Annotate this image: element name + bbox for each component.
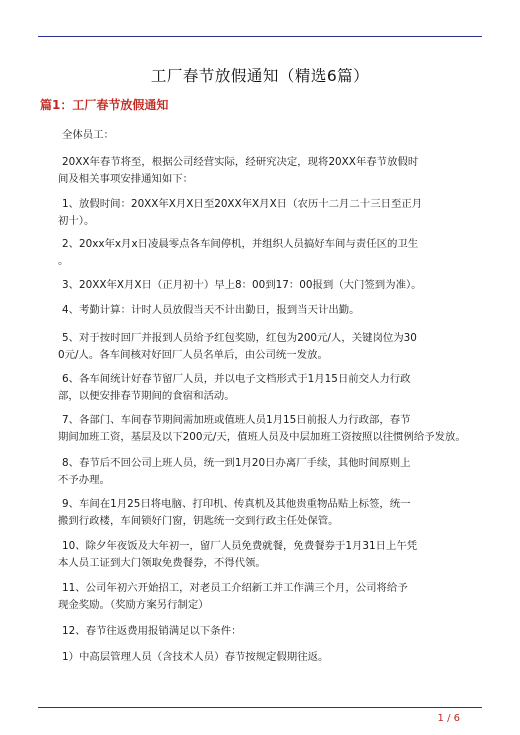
paragraph-line: 初十）。	[58, 215, 95, 227]
paragraph-line: 11、公司年初六开始招工，对老员工介绍新工并工作满三个月，公司将给予	[62, 582, 408, 594]
paragraph-line: 20XX年春节将至，根据公司经营实际，经研究决定，现将20XX年春节放假时	[62, 156, 419, 168]
paragraph	[58, 330, 480, 364]
paragraph-line: 6、各车间统计好春节留厂人员，并以电子文档形式于1月15日前交人力行政	[62, 373, 411, 385]
paragraph-line: 7、各部门、车间春节期间需加班或值班人员1月15日前报人力行政部，春节	[62, 414, 411, 426]
paragraph-line: 1、放假时间：20XX年X月X日至20XX年X月X日（农历十二月二十三日至正月	[62, 198, 423, 210]
paragraph	[58, 580, 480, 614]
greeting	[58, 127, 480, 144]
paragraph-line: 间及相关事项安排通知如下：	[58, 173, 194, 185]
document-title: 工厂春节放假通知（精选6篇）	[150, 67, 370, 85]
paragraph	[58, 302, 480, 319]
paragraph-line: 1）中高层管理人员（含技术人员）春节按规定假期往返。	[62, 651, 329, 663]
paragraph-line: 5、对于按时回厂并报到人员给予红包奖励，红包为200元/人，关键岗位为30	[62, 332, 417, 344]
paragraph-line: 部，以便安排春节期间的食宿和活动。	[58, 390, 235, 402]
paragraph	[58, 538, 480, 572]
paragraph	[58, 455, 480, 489]
paragraph-line: 10、除夕年夜饭及大年初一，留厂人员免费就餐，免费餐券于1月31日上午凭	[62, 540, 418, 552]
paragraph	[58, 412, 480, 446]
paragraph	[58, 277, 480, 294]
paragraph-line: 3、20XX年X月X日（正月初十）早上8：00到17：00报到（大门签到为准）。	[62, 279, 422, 291]
footer-rule	[38, 707, 482, 708]
paragraph-line: 12、春节往返费用报销满足以下条件：	[62, 625, 242, 637]
paragraph-line: 期间加班工资，基层及以下200元/天，值班人员及中层加班工资按照以往惯例给予发放。	[58, 431, 466, 443]
paragraph	[58, 623, 480, 640]
paragraph-line: 。	[58, 255, 69, 267]
paragraph	[58, 496, 480, 530]
paragraph	[58, 196, 480, 230]
section-heading: 篇1：工厂春节放假通知	[40, 98, 169, 112]
paragraph	[58, 236, 480, 270]
paragraph	[58, 371, 480, 405]
header-rule	[38, 36, 482, 37]
paragraph-line: 现金奖励。（奖励方案另行制定）	[58, 599, 209, 611]
greeting-text: 全体员工：	[62, 129, 114, 141]
paragraph-line: 本人员工证到大门领取免费餐券，不得代领。	[58, 557, 266, 569]
paragraph	[58, 154, 480, 188]
paragraph-line: 0元/人。各车间核对好回厂人员名单后，由公司统一发放。	[58, 349, 328, 361]
paragraph-line: 8、春节后不回公司上班人员，统一到1月20日办离厂手续，其他时间原则上	[62, 457, 411, 469]
paragraph-line: 4、考勤计算：计时人员放假当天不计出勤日，报到当天计出勤。	[62, 304, 360, 316]
paragraph-line: 不予办理。	[58, 474, 110, 486]
paragraph-line: 9、车间在1月25日将电脑、打印机、传真机及其他贵重物品贴上标签，统一	[62, 498, 411, 510]
page-number: 1 / 6	[437, 713, 460, 724]
paragraph	[58, 649, 480, 666]
paragraph-line: 搬到行政楼，车间锁好门窗，钥匙统一交到行政主任处保管。	[58, 515, 339, 527]
paragraph-line: 2、20xx年x月x日凌晨零点各车间停机，并组织人员搞好车间与责任区的卫生	[62, 238, 419, 250]
